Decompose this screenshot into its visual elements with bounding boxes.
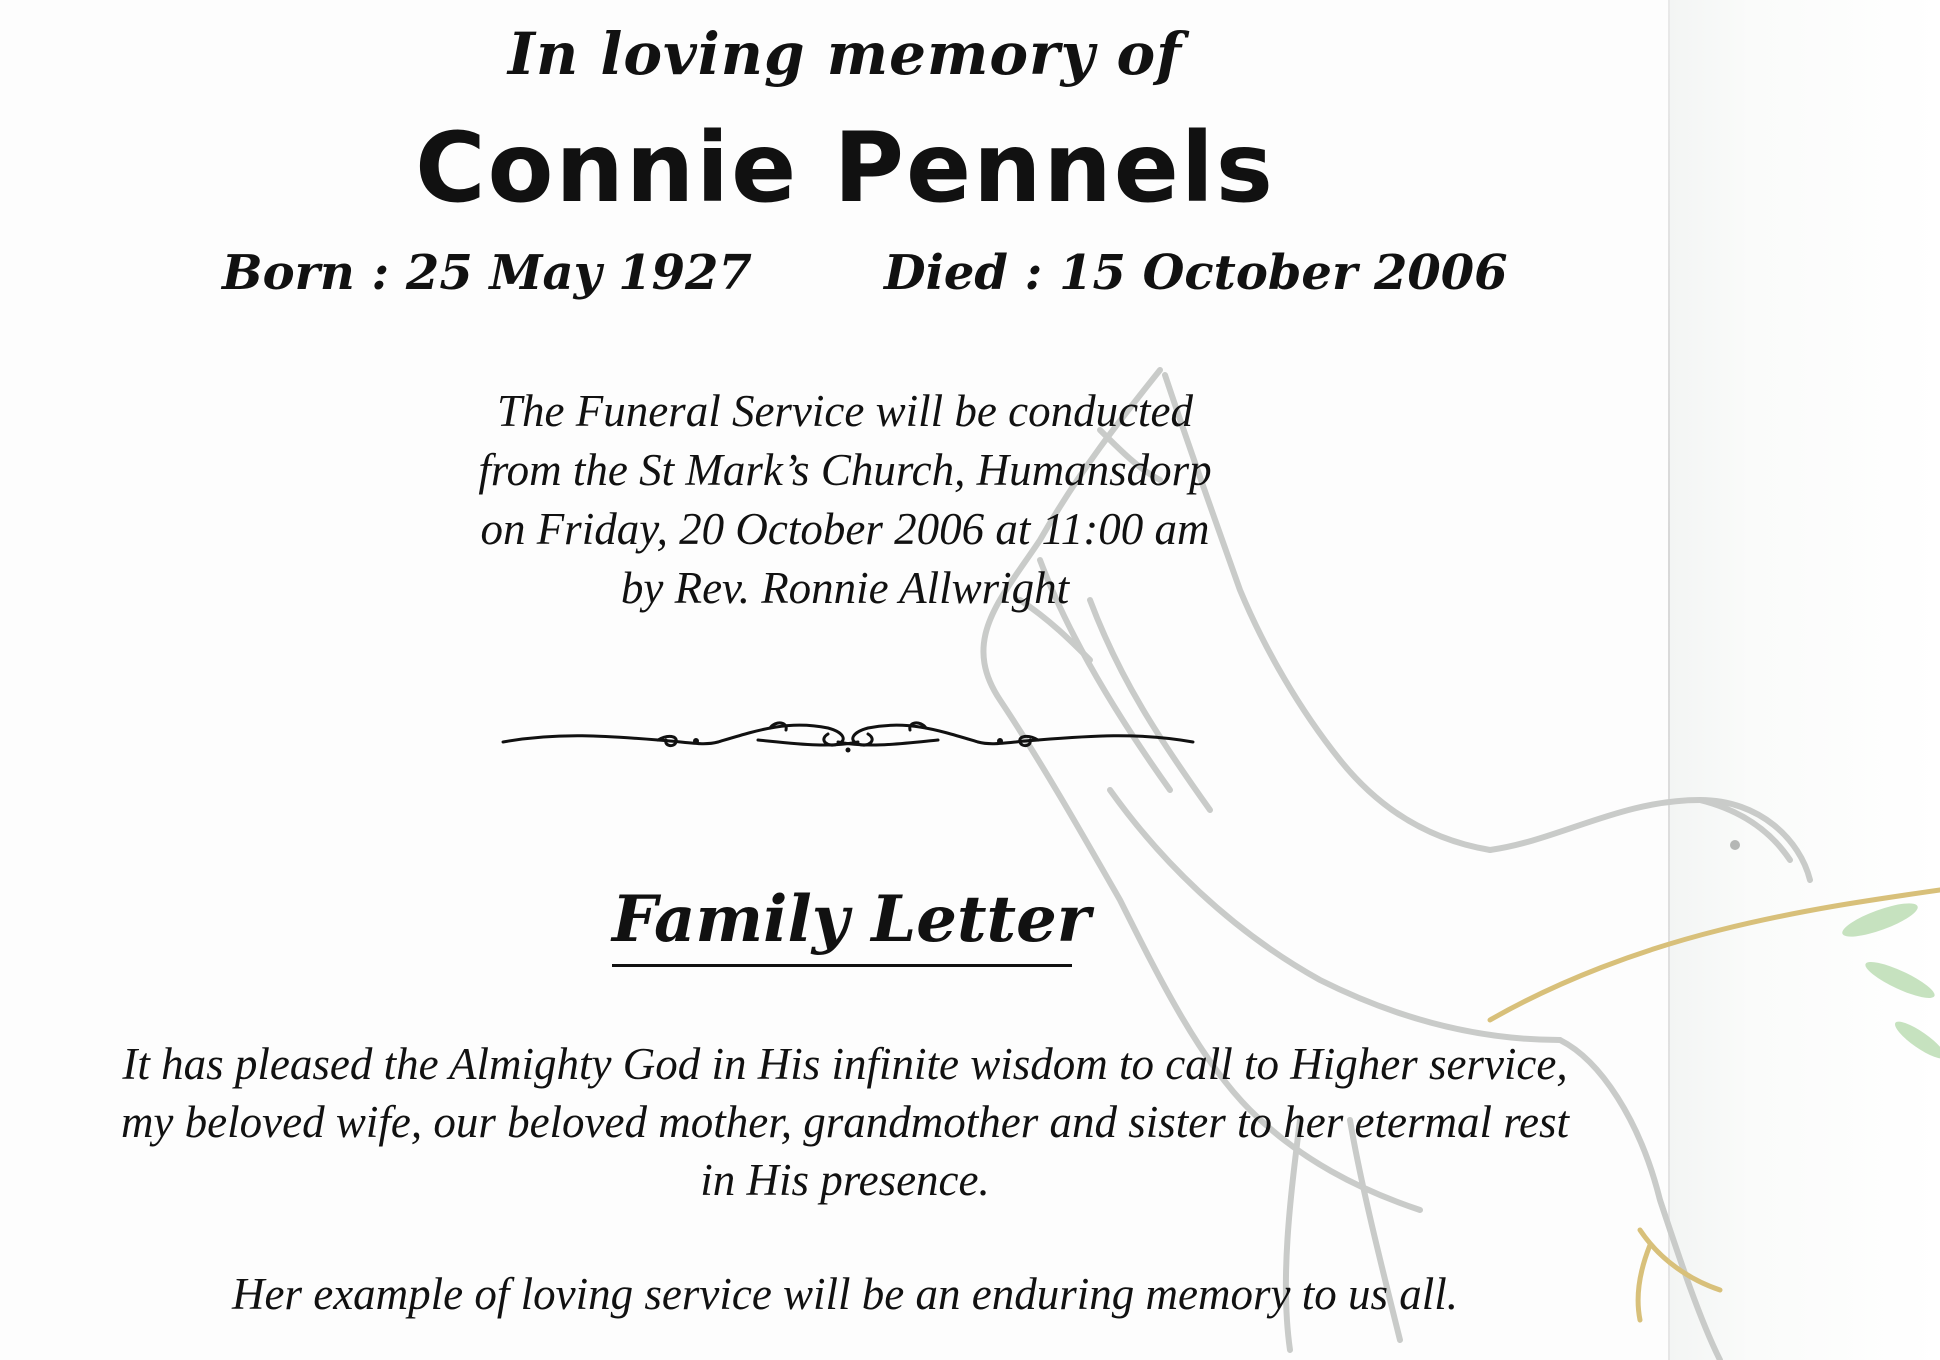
service-line: on Friday, 20 October 2006 at 11:00 am [480, 504, 1210, 554]
service-line: by Rev. Ronnie Allwright [620, 563, 1070, 613]
family-letter-paragraph [0, 1035, 1690, 1209]
paragraph-line: It has pleased the Almighty God in His infinite wisdom to call to Higher service, [122, 1039, 1568, 1089]
died-date: Died : 15 October 2006 [884, 245, 1508, 301]
paragraph-line: my beloved wife, our beloved mother, grandmother and sister to her etermal rest [120, 1097, 1570, 1147]
intro-heading: In loving memory of [507, 20, 1183, 88]
service-line: The Funeral Service will be conducted [496, 386, 1194, 436]
paragraph-line: in His presence. [700, 1155, 990, 1205]
ornamental-divider-icon [498, 710, 1198, 760]
born-date: Born : 25 May 1927 [222, 245, 752, 301]
deceased-name: Connie Pennels [415, 112, 1275, 224]
service-line: from the St Mark’s Church, Humansdorp [478, 445, 1212, 495]
closing-sentence: Her example of loving service will be an enduring memory to us all. [231, 1269, 1458, 1319]
family-letter-heading: Family Letter [612, 880, 1072, 967]
service-details [0, 382, 1690, 618]
